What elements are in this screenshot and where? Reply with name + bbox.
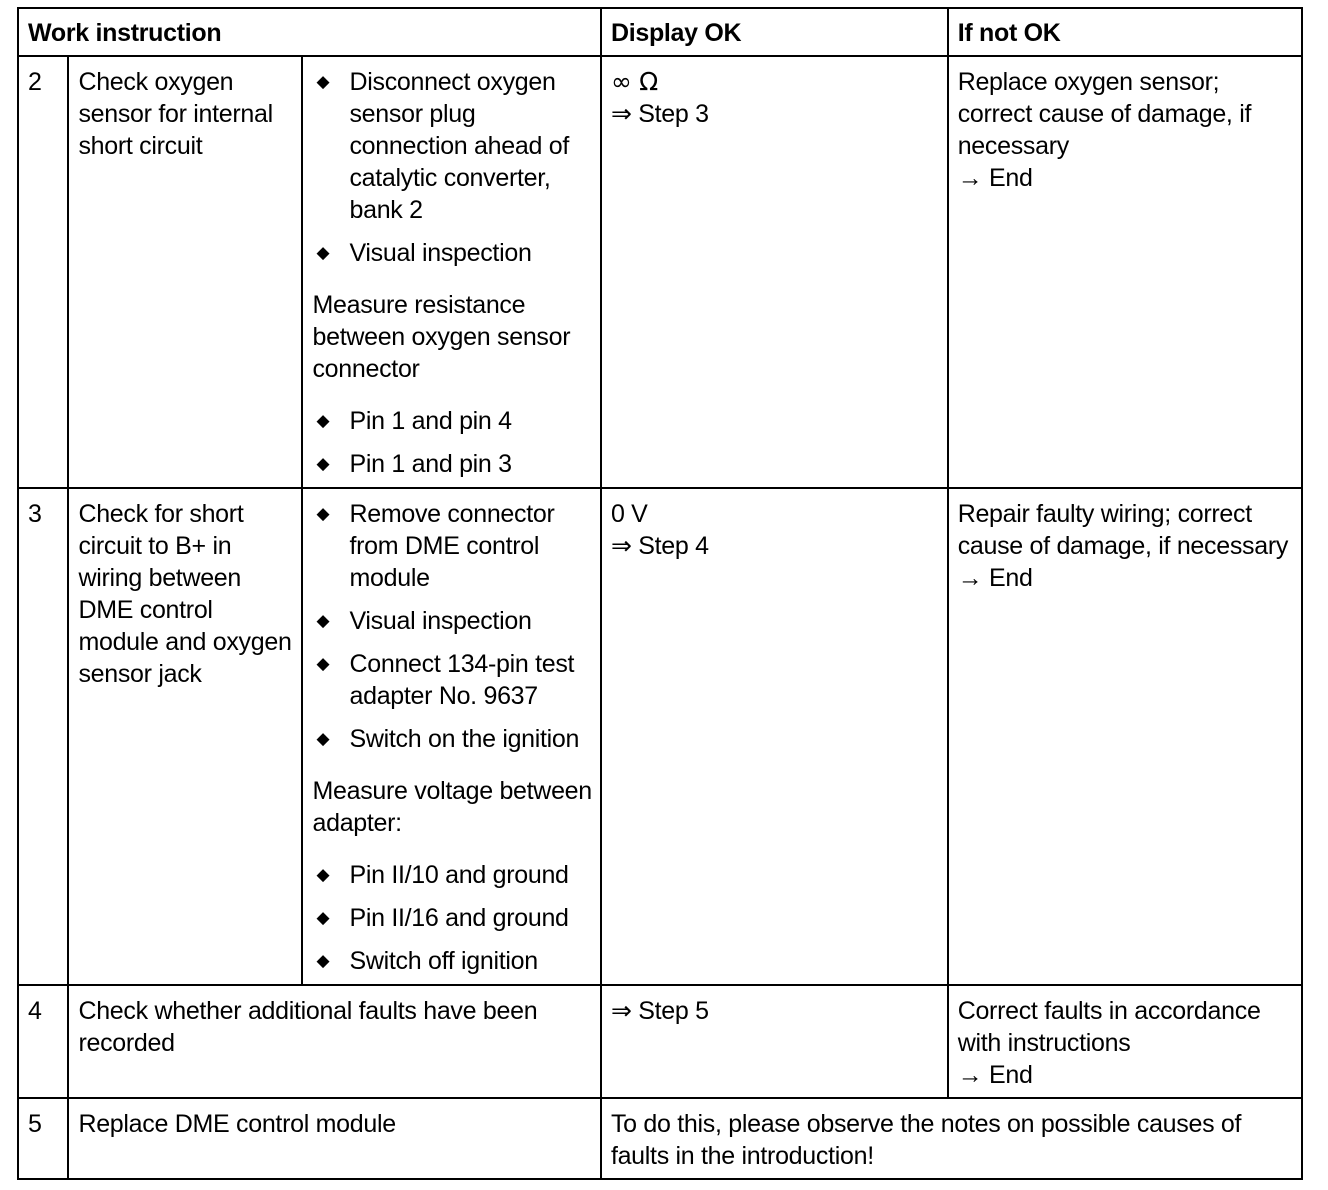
instruction-cell bbox=[68, 488, 302, 985]
if-not-ok-next: → End bbox=[957, 564, 1033, 592]
introduction-note: To do this, please observe the notes on possible causes of faults in the introduction! bbox=[610, 1110, 1242, 1170]
step-number: 2 bbox=[18, 56, 68, 488]
instruction-text: Check for short circuit to B+ in wiring between DME control module and oxygen sensor jack bbox=[78, 500, 292, 688]
display-ok-cell bbox=[601, 985, 948, 1098]
actions-cell bbox=[302, 488, 600, 985]
diamond-bullet-icon: ◆ bbox=[316, 729, 330, 748]
list-item: ◆ Pin II/10 and ground bbox=[316, 861, 569, 889]
instruction-cell bbox=[68, 56, 302, 488]
list-item: ◆ Visual inspection bbox=[316, 607, 532, 635]
diamond-bullet-icon: ◆ bbox=[316, 411, 330, 430]
diamond-bullet-icon: ◆ bbox=[316, 865, 330, 884]
list-item: ◆ Pin II/16 and ground bbox=[316, 904, 569, 932]
if-not-ok-cell bbox=[948, 56, 1302, 488]
instruction-cell bbox=[68, 985, 600, 1098]
if-not-ok-text: Repair faulty wiring; correct cause of damage, if necessary bbox=[957, 500, 1289, 560]
table-row-step-4 bbox=[18, 985, 1302, 1098]
header-display-ok: Display OK bbox=[601, 8, 948, 56]
list-item: ◆ Pin 1 and pin 4 bbox=[316, 407, 512, 435]
action-list bbox=[312, 66, 591, 269]
instruction-cell bbox=[68, 1098, 600, 1179]
display-ok-value: ∞ Ω bbox=[610, 67, 658, 96]
diamond-bullet-icon: ◆ bbox=[316, 611, 330, 630]
list-item: ◆ Disconnect oxygen sensor plug connection ahead of catalytic converter, bank 2 bbox=[316, 68, 569, 224]
if-not-ok-text: Correct faults in accordance with instructions bbox=[957, 997, 1261, 1057]
diamond-bullet-icon: ◆ bbox=[316, 951, 330, 970]
instruction-text: Check whether additional faults have been recorded bbox=[78, 997, 538, 1057]
list-item: ◆ Pin 1 and pin 3 bbox=[316, 450, 512, 478]
instruction-text: Check oxygen sensor for internal short circuit bbox=[78, 68, 273, 160]
table-row-step-3 bbox=[18, 488, 1302, 985]
display-ok-cell bbox=[601, 56, 948, 488]
table-row-step-5 bbox=[18, 1098, 1302, 1179]
header-if-not-ok: If not OK bbox=[948, 8, 1302, 56]
display-ok-next-step: ⇒ Step 3 bbox=[610, 100, 709, 128]
measure-note: Measure resistance between oxygen sensor connector bbox=[312, 291, 571, 383]
diamond-bullet-icon: ◆ bbox=[316, 72, 330, 91]
diamond-bullet-icon: ◆ bbox=[316, 243, 330, 262]
list-item: ◆ Connect 134-pin test adapter No. 9637 bbox=[316, 650, 575, 710]
if-not-ok-next: → End bbox=[957, 1061, 1033, 1089]
instruction-text: Replace DME control module bbox=[78, 1110, 396, 1138]
table-row-step-2 bbox=[18, 56, 1302, 488]
diamond-bullet-icon: ◆ bbox=[316, 504, 330, 523]
header-work-instruction: Work instruction bbox=[18, 8, 601, 56]
if-not-ok-cell bbox=[948, 488, 1302, 985]
display-ok-next-step: ⇒ Step 4 bbox=[610, 532, 709, 560]
action-list bbox=[312, 859, 591, 977]
if-not-ok-next: → End bbox=[957, 164, 1033, 192]
diamond-bullet-icon: ◆ bbox=[316, 654, 330, 673]
display-ok-cell bbox=[601, 488, 948, 985]
diamond-bullet-icon: ◆ bbox=[316, 454, 330, 473]
action-list bbox=[312, 498, 591, 755]
list-item: ◆ Switch off ignition bbox=[316, 947, 538, 975]
measure-note: Measure voltage between adapter: bbox=[312, 777, 592, 837]
header-row bbox=[18, 8, 1302, 56]
list-item: ◆ Remove connector from DME control module bbox=[316, 500, 555, 592]
step-number: 3 bbox=[18, 488, 68, 985]
display-ok-value: 0 V bbox=[610, 500, 648, 528]
actions-cell bbox=[302, 56, 600, 488]
display-ok-next-step: ⇒ Step 5 bbox=[610, 997, 709, 1025]
list-item: ◆ Visual inspection bbox=[316, 239, 532, 267]
step-number: 5 bbox=[18, 1098, 68, 1179]
step-number: 4 bbox=[18, 985, 68, 1098]
work-instruction-table bbox=[17, 7, 1303, 1180]
list-item: ◆ Switch on the ignition bbox=[316, 725, 580, 753]
diamond-bullet-icon: ◆ bbox=[316, 908, 330, 927]
note-cell bbox=[601, 1098, 1302, 1179]
action-list bbox=[312, 405, 591, 480]
if-not-ok-text: Replace oxygen sensor; correct cause of damage, if necessary bbox=[957, 68, 1252, 160]
if-not-ok-cell bbox=[948, 985, 1302, 1098]
